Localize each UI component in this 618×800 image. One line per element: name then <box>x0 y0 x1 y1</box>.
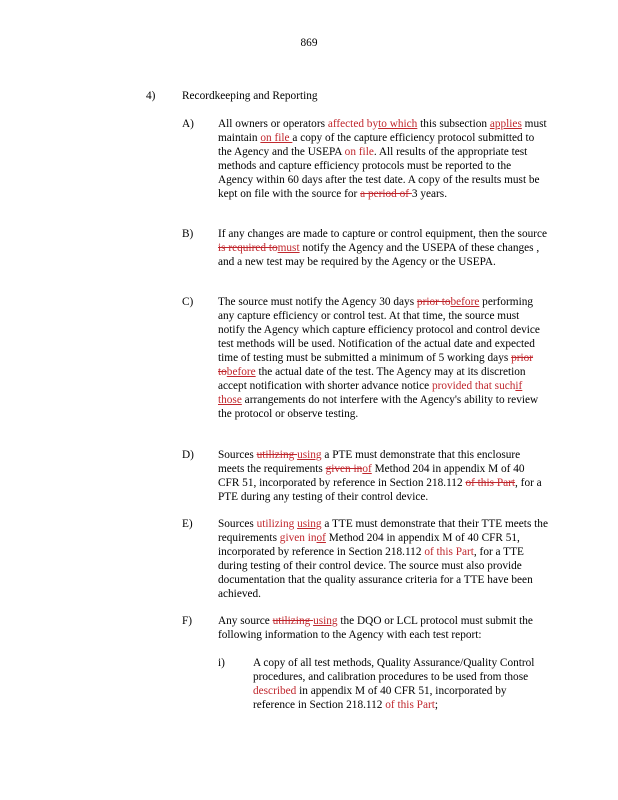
page-number: 869 <box>300 37 318 49</box>
item-text <box>218 227 548 269</box>
inserted-text: to which <box>378 118 418 130</box>
inserted-text: provided that such <box>431 380 516 392</box>
inserted-text: of <box>362 463 372 475</box>
item-label: E) <box>182 518 193 530</box>
item-text <box>218 448 548 504</box>
inserted-text: using <box>313 615 338 627</box>
text-run: All owners or operators <box>218 118 328 130</box>
text-run: Method 204 in appendix M of 40 CFR 51, incorporated by reference in Section 218.112 <box>218 532 520 558</box>
text-run: the DQO or LCL protocol must submit the following information to the Agency with each test report: <box>218 615 533 641</box>
inserted-text: applies <box>489 118 522 130</box>
text-run: arrangements do not interfere with the Agency's ability to review the protocol or observe testing. <box>218 394 539 420</box>
inserted-text: if those <box>218 380 523 406</box>
item-text <box>218 295 548 421</box>
inserted-text: before <box>450 296 480 308</box>
item-label: C) <box>182 296 194 308</box>
deleted-text: prior to <box>416 296 451 308</box>
inserted-text: on file <box>344 146 374 158</box>
text-run: must maintain <box>218 118 547 144</box>
item-label: A) <box>182 118 194 130</box>
item-label: B) <box>182 228 194 240</box>
text-run: in appendix M of 40 CFR 51, incorporated by reference in Section 218.112 <box>253 685 507 711</box>
text-run: , for a PTE during any testing of their control device. <box>218 477 542 503</box>
inserted-text: using <box>297 449 322 461</box>
text-run: . All results of the appropriate test methods and capture efficiency protocols must be reported to the Agency within 60 days after the test date. A copy of the results must be kept on file with the source for <box>218 146 540 200</box>
text-run: a PTE must demonstrate that this enclosure meets the requirements <box>218 449 521 475</box>
text-run: a TTE must demonstrate that their TTE meets the requirements <box>218 518 548 544</box>
text-run: ; <box>434 699 439 711</box>
text-run: notify the Agency and the USEPA of these changes <box>299 242 534 254</box>
inserted-text: using <box>297 518 322 530</box>
text-run: 3 years. <box>411 188 448 200</box>
text-run: Any source <box>218 615 273 627</box>
inserted-text: of this Part <box>424 546 474 558</box>
text-run: this subsection <box>417 118 490 130</box>
item-text <box>218 517 548 601</box>
deleted-text: a period of <box>360 188 412 200</box>
deleted-text: is required to <box>218 242 278 254</box>
inserted-text: of <box>316 532 326 544</box>
deleted-text: utilizing <box>256 449 298 461</box>
text-run: a copy of the capture efficiency protocol submitted to the Agency and the USEPA <box>218 132 535 158</box>
inserted-text: described <box>253 685 297 697</box>
inserted-text: utilizing <box>256 518 298 530</box>
text-run: Method 204 in appendix M of 40 CFR 51, incorporated by reference in Section 218.112 <box>218 463 525 489</box>
text-run: A copy of all test methods, Quality Assurance/Quality Control procedures, and calibration procedures to be used from those <box>253 657 535 683</box>
text-run: , and a new test may be required by the Agency or the USEPA. <box>218 242 540 268</box>
text-run: , for a TTE during testing of their control device. The source must also provide documentation that the quality assurance criteria for a TTE have been achieved. <box>218 546 533 600</box>
text-run: Sources <box>218 518 257 530</box>
inserted-text: before <box>226 366 256 378</box>
text-run: Sources <box>218 449 257 461</box>
section-number: 4) <box>146 90 156 102</box>
inserted-text: of this Part <box>385 699 435 711</box>
text-run: performing any capture efficiency or control test. At that time, the source must notify the Agency which capture efficiency protocol and control device test methods will be used. Notification of the actual date and expected time of testing must be submitted a minimum of 5 working days <box>218 296 540 364</box>
item-label: D) <box>182 449 194 461</box>
section-title: Recordkeeping and Reporting <box>182 90 318 102</box>
deleted-text: utilizing <box>272 615 314 627</box>
item-text <box>218 614 548 642</box>
inserted-text: given in <box>279 532 317 544</box>
item-label: F) <box>182 615 193 627</box>
deleted-text: of this Part <box>465 477 516 489</box>
text-run: The source must notify the Agency 30 days <box>218 296 417 308</box>
text-run: the actual date of the test. The Agency may at its discretion accept notification with shorter advance notice <box>218 366 526 392</box>
deleted-text: given in <box>325 463 363 475</box>
deleted-text: prior to <box>218 352 534 378</box>
inserted-text: on file <box>260 132 293 144</box>
inserted-text: must <box>277 242 300 254</box>
text-run: If any changes are made to capture or control equipment, then the source <box>218 228 548 240</box>
inserted-text: affected by <box>327 118 379 130</box>
subitem-text <box>253 656 549 712</box>
subitem-label: i) <box>218 657 225 669</box>
item-text <box>218 117 548 201</box>
